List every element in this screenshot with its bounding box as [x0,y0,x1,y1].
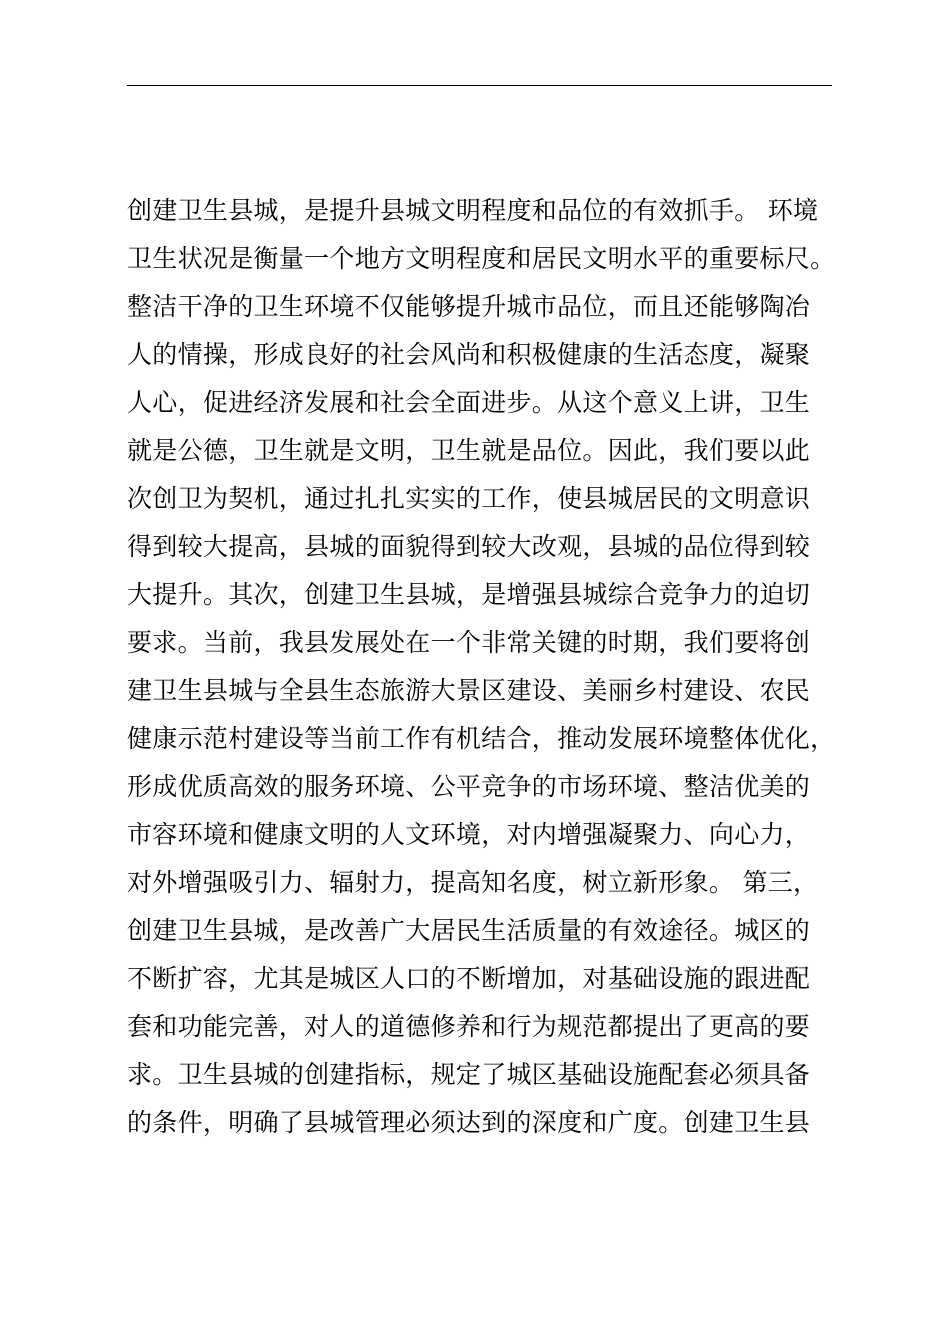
text-line-13: 形成优质高效的服务环境、公平竞争的市场环境、整洁优美的 [127,772,811,801]
text-line-12: 健康示范村建设等当前工作有机结合，推动发展环境整体优化， [127,724,836,753]
text-line-16: 创建卫生县城，是改善广大居民生活质量的有效途径。城区的 [127,916,811,945]
text-line-6: 就是公德，卫生就是文明，卫生就是品位。因此，我们要以此 [127,436,811,465]
body-paragraph [127,187,847,1147]
text-line-11: 建卫生县城与全县生态旅游大景区建设、美丽乡村建设、农民 [127,676,811,705]
text-line-3: 整洁干净的卫生环境不仅能够提升城市品位，而且还能够陶冶 [127,292,811,321]
text-line-4: 人的情操，形成良好的社会风尚和积极健康的生活态度，凝聚 [127,340,811,369]
text-line-17: 不断扩容，尤其是城区人口的不断增加，对基础设施的跟进配 [127,964,811,993]
text-line-14: 市容环境和健康文明的人文环境，对内增强凝聚力、向心力， [127,820,811,849]
text-line-2: 卫生状况是衡量一个地方文明程度和居民文明水平的重要标尺。 [127,244,836,273]
text-line-7: 次创卫为契机，通过扎扎实实的工作，使县城居民的文明意识 [127,484,811,513]
text-line-8: 得到较大提高，县城的面貌得到较大改观，县城的品位得到较 [127,532,811,561]
text-line-1: 创建卫生县城，是提升县城文明程度和品位的有效抓手。 环境 [127,196,819,225]
text-line-20: 的条件，明确了县城管理必须达到的深度和广度。创建卫生县 [127,1108,811,1137]
text-line-10: 要求。当前，我县发展处在一个非常关键的时期，我们要将创 [127,628,811,657]
text-line-5: 人心，促进经济发展和社会全面进步。从这个意义上讲，卫生 [127,388,811,417]
text-line-9: 大提升。其次，创建卫生县城，是增强县城综合竞争力的迫切 [127,580,811,609]
header-rule [127,85,832,86]
text-line-15: 对外增强吸引力、辐射力，提高知名度，树立新形象。 第三， [127,868,819,897]
text-line-19: 求。卫生县城的创建指标，规定了城区基础设施配套必须具备 [127,1060,811,1089]
text-line-18: 套和功能完善，对人的道德修养和行为规范都提出了更高的要 [127,1012,811,1041]
